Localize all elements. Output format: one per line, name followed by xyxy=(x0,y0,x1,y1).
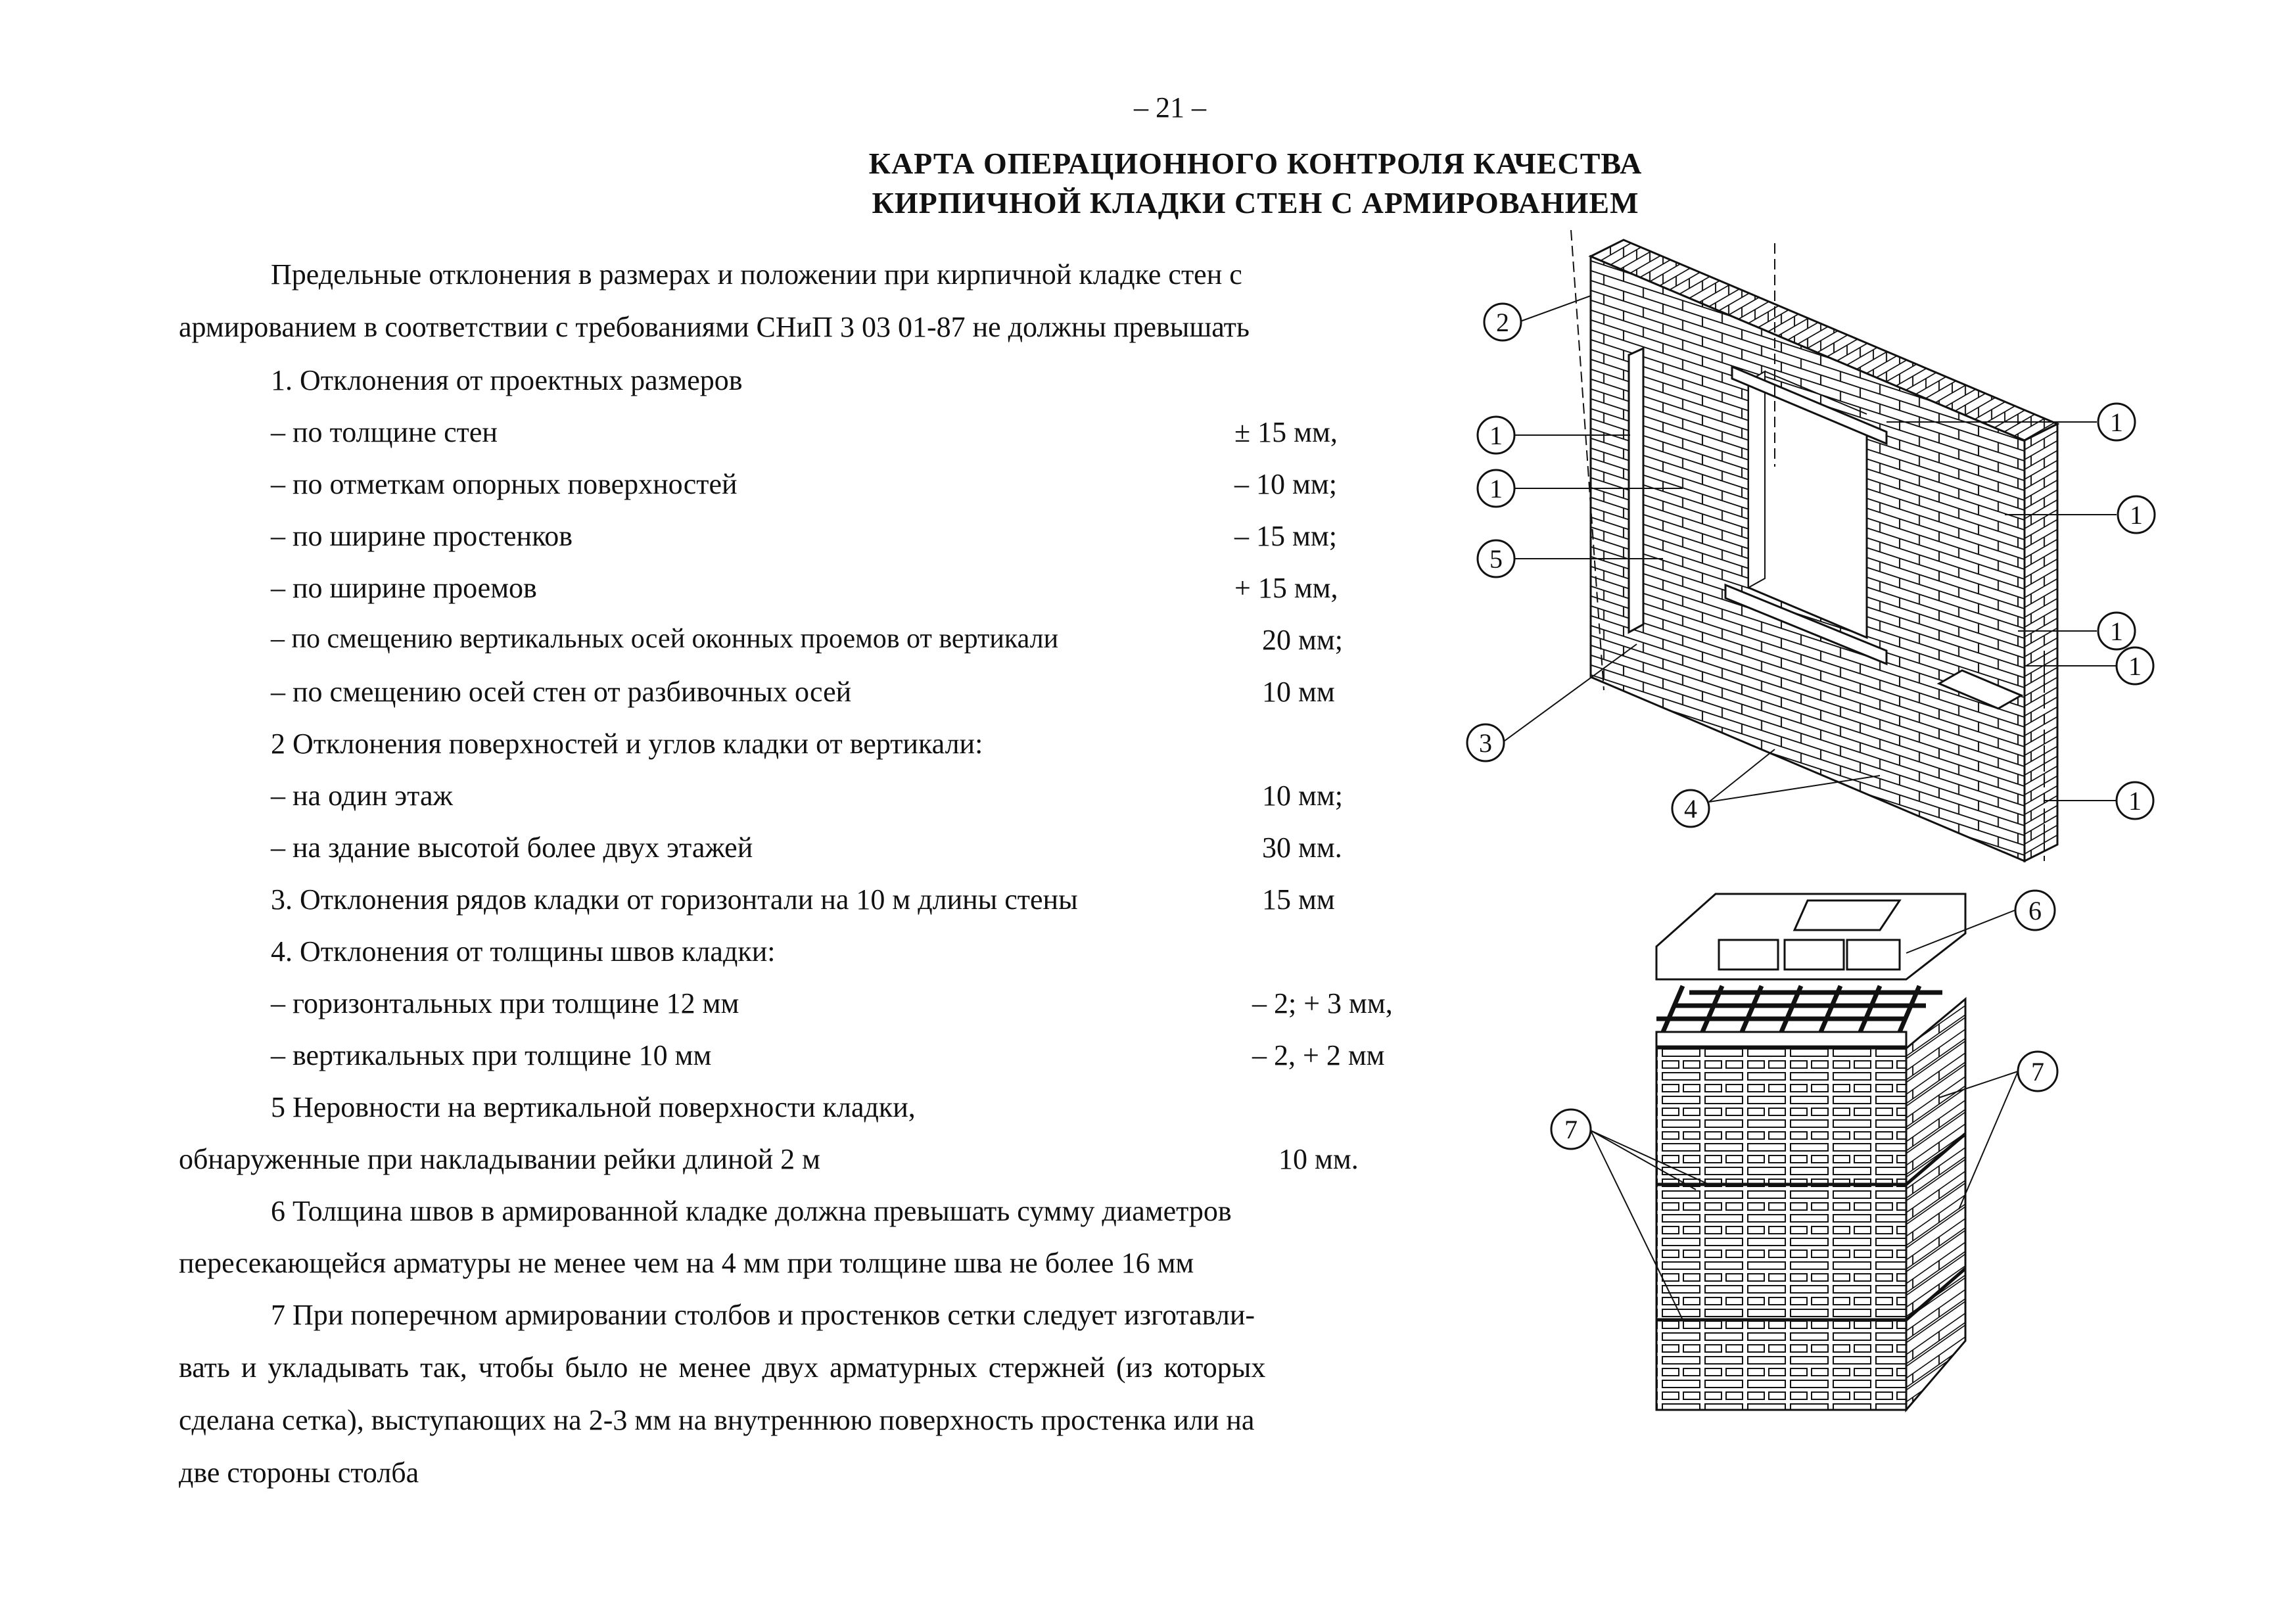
section-1-item-label: – по смещению вертикальных осей оконных проемов от вертикали xyxy=(271,624,1059,654)
section-3-label: 3. Отклонения рядов кладки от горизонтали на 10 м длины стены xyxy=(271,883,1078,916)
section-1-item-value: ± 15 мм, xyxy=(1234,416,1338,448)
section-7-line-2: вать и укладывать так, чтобы было не менее двух арматурных стержней (из которых xyxy=(179,1351,1266,1384)
wall-callout-label: 1 xyxy=(2130,500,2143,530)
section-1-item-value: + 15 мм, xyxy=(1234,572,1338,604)
section-1-item-value: – 10 мм; xyxy=(1234,468,1337,500)
wall-callout-label: 2 xyxy=(1496,308,1509,337)
page-number: – 21 – xyxy=(1134,91,1206,124)
column-callout-label: 6 xyxy=(2028,896,2042,925)
section-2-item-value: 10 мм; xyxy=(1262,780,1343,812)
section-1-item-label: – по ширине простенков xyxy=(271,520,573,552)
section-5-line-2: обнаруженные при накладывании рейки длиной 2 м xyxy=(179,1143,821,1175)
wall-callout-label: 1 xyxy=(2128,651,2142,681)
reinforced-column-illustration xyxy=(1532,881,2123,1420)
section-7-line-1: 7 При поперечном армировании столбов и простенков сетки следует изготавли- xyxy=(271,1299,1255,1331)
section-2-heading: 2 Отклонения поверхностей и углов кладки от вертикали: xyxy=(271,728,983,760)
intro-line-2: армированием в соответствии с требованиями СНиП 3 03 01-87 не должны превышать xyxy=(179,311,1250,343)
section-1-heading: 1. Отклонения от проектных размеров xyxy=(271,364,743,396)
column-callout-label: 7 xyxy=(1564,1115,1578,1144)
section-1-item-value: – 15 мм; xyxy=(1234,520,1337,552)
section-2-item-label: – на один этаж xyxy=(271,780,453,812)
wall-callout-label: 1 xyxy=(2110,617,2123,646)
section-1-item-value: 10 мм xyxy=(1262,676,1335,708)
wall-callout-label: 1 xyxy=(2128,786,2142,816)
wall-callout-label: 4 xyxy=(1684,794,1697,824)
section-4-item-label: – вертикальных при толщине 10 мм xyxy=(271,1039,712,1071)
section-1-item-label: – по толщине стен xyxy=(271,416,498,448)
section-7-line-3: сделана сетка), выступающих на 2-3 мм на внутреннюю поверхность простенка или на xyxy=(179,1404,1255,1436)
reinforced-wall-illustration xyxy=(1466,230,2156,887)
section-5-line-1: 5 Неровности на вертикальной поверхности кладки, xyxy=(271,1091,916,1123)
section-4-item-value: – 2, + 2 мм xyxy=(1252,1039,1385,1071)
section-6-line-1: 6 Толщина швов в армированной кладке должна превышать сумму диаметров xyxy=(271,1195,1232,1227)
intro-line-1: Предельные отклонения в размерах и положении при кирпичной кладке стен с xyxy=(271,258,1242,291)
wall-callout-label: 5 xyxy=(1489,544,1503,574)
wall-callout-label: 1 xyxy=(1489,421,1503,450)
wall-callout-label: 1 xyxy=(2110,408,2123,437)
section-6-line-2: пересекающейся арматуры не менее чем на 4 мм при толщине шва не более 16 мм xyxy=(179,1247,1194,1279)
section-3-value: 15 мм xyxy=(1262,883,1335,916)
section-7-line-4: две стороны столба xyxy=(179,1457,419,1489)
section-4-item-value: – 2; + 3 мм, xyxy=(1252,987,1393,1019)
section-5-value: 10 мм. xyxy=(1278,1143,1359,1175)
wall-callout-label: 3 xyxy=(1479,728,1492,758)
column-callout-label: 7 xyxy=(2031,1057,2044,1086)
section-1-item-label: – по смещению осей стен от разбивочных осей xyxy=(271,676,852,708)
section-1-item-label: – по ширине проемов xyxy=(271,572,537,604)
wall-callout-label: 1 xyxy=(1489,474,1503,503)
section-4-heading: 4. Отклонения от толщины швов кладки: xyxy=(271,935,776,968)
section-2-item-label: – на здание высотой более двух этажей xyxy=(271,831,753,864)
section-2-item-value: 30 мм. xyxy=(1262,831,1342,864)
page-title-line-1: КАРТА ОПЕРАЦИОННОГО КОНТРОЛЯ КАЧЕСТВА xyxy=(868,147,1643,180)
section-1-item-value: 20 мм; xyxy=(1262,624,1343,656)
section-4-item-label: – горизонтальных при толщине 12 мм xyxy=(271,987,739,1019)
section-1-item-label: – по отметкам опорных поверхностей xyxy=(271,468,738,500)
page-title-line-2: КИРПИЧНОЙ КЛАДКИ СТЕН С АРМИРОВАНИЕМ xyxy=(872,186,1639,220)
